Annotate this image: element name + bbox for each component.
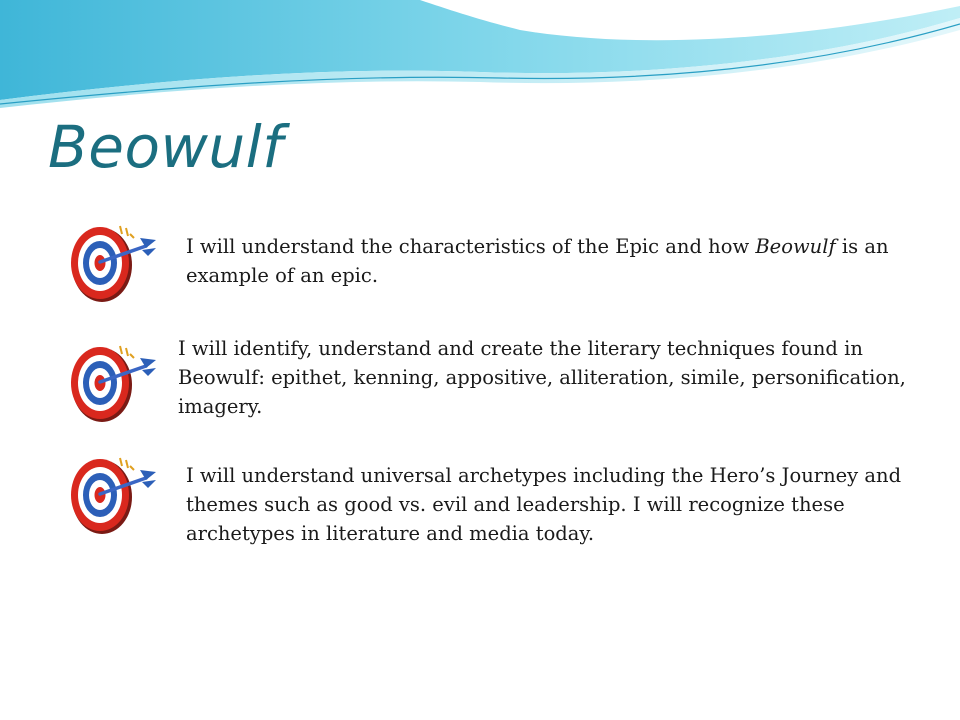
objective-3-text: I will understand universal archetypes including the Hero’s Journey and themes such as good vs. evil and leadership. I will recognize these archetypes in literature and media today. [186, 464, 902, 545]
target-arrow-icon [64, 454, 160, 536]
objective-2-text: I will identify, understand and create the literary techniques found in Beowulf: epithet, kenning, appositive, alliteration, simile, personification, imagery. [178, 337, 906, 418]
target-arrow-icon [64, 342, 160, 424]
header-wave-decoration [0, 0, 960, 120]
objective-1-emphasis: Beowulf [755, 235, 836, 258]
slide-title: Beowulf [48, 113, 284, 181]
objective-1-text: I will understand the characteristics of the Epic and how Beowulf is an example of an epic. [186, 235, 889, 287]
target-arrow-icon [64, 222, 160, 304]
